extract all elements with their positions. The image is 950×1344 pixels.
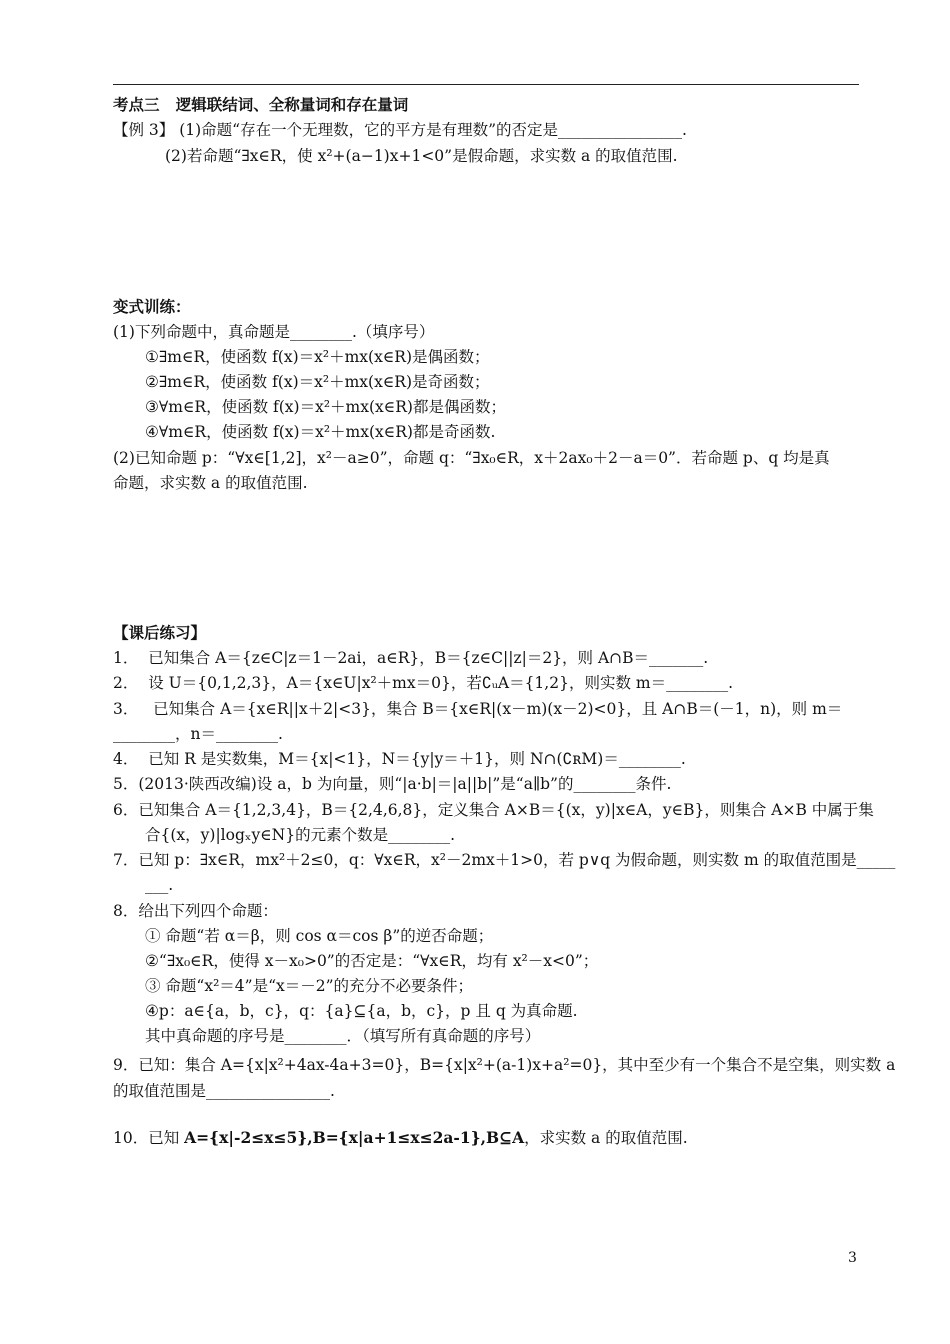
problem-10	[113, 1128, 859, 1148]
page-number: 3	[848, 1250, 857, 1266]
section-title: 考点三 逻辑联结词、全称量词和存在量词	[113, 95, 409, 114]
problem-7-line2: ___.	[145, 876, 174, 894]
problem-6-line1: 6．已知集合 A＝{1,2,3,4}，B＝{2,4,6,8}，定义集合 A×B＝{(x，y)|x∈A，y∈B}，则集合 A×B 中属于集	[113, 801, 874, 819]
problem-8-item-3: ③ 命题“x²＝4”是“x＝－2”的充分不必要条件；	[145, 977, 474, 995]
problem-10-sets: A={x|-2≤x≤5},B={x|a+1≤x≤2a-1},B⊆A	[184, 1128, 525, 1147]
problem-8-item-2: ②“∃x₀∈R，使得 x－x₀>0”的否定是：“∀x∈R，均有 x²－x<0”；	[145, 952, 599, 970]
problem-1: 1． 已知集合 A＝{z∈C|z＝1－2ai，a∈R}，B＝{z∈C||z|＝2}，则 A∩B＝_______.	[113, 649, 709, 667]
header-rule	[113, 84, 859, 85]
problem-6-line2: 合{(x，y)|logₓy∈N}的元素个数是________.	[145, 826, 456, 844]
variant-q2-line2: 命题，求实数 a 的取值范围.	[113, 474, 308, 492]
problem-3-line2: ________，n＝________.	[113, 725, 283, 743]
variant-q1-option-3: ③∀m∈R，使函数 f(x)＝x²＋mx(x∈R)都是偶函数；	[145, 398, 506, 416]
problem-8-item-4: ④p：a∈{a，b，c}，q：{a}⊆{a，b，c}，p 且 q 为真命题.	[145, 1002, 578, 1020]
problem-3-line1: 3． 已知集合 A＝{x∈R||x＋2|<3}，集合 B＝{x∈R|(x－m)(x－2)<0}，且 A∩B＝(－1，n)，则 m＝	[113, 700, 843, 718]
variant-q2-line1: (2)已知命题 p：“∀x∈[1,2]，x²－a≥0”，命题 q：“∃x₀∈R，x＋2ax₀＋2－a＝0”．若命题 p、q 均是真	[113, 449, 830, 467]
problem-5: 5．(2013·陕西改编)设 a，b 为向量，则“|a·b|＝|a||b|”是“a∥b”的________条件.	[113, 775, 672, 793]
variant-q1-option-2: ②∃m∈R，使函数 f(x)＝x²＋mx(x∈R)是奇函数；	[145, 373, 490, 391]
problem-2: 2． 设 U＝{0,1,2,3}，A＝{x∈U|x²＋mx＝0}，若∁ᵤA＝{1,2}，则实数 m＝________.	[113, 674, 733, 692]
problem-10-suffix: ，求实数 a 的取值范围.	[524, 1129, 688, 1147]
variant-q1: (1)下列命题中，真命题是________.（填序号）	[113, 323, 435, 341]
variant-q1-option-4: ④∀m∈R，使函数 f(x)＝x²＋mx(x∈R)都是奇函数.	[145, 423, 496, 441]
variant-heading: 变式训练：	[113, 297, 191, 316]
homework-heading: 【课后练习】	[113, 623, 207, 642]
problem-10-prefix: 10．已知	[113, 1129, 185, 1147]
problem-4: 4． 已知 R 是实数集，M＝{x|<1}，N＝{y|y＝＋1}，则 N∩(∁ʀM)＝________.	[113, 750, 686, 768]
problem-8-item-1: ① 命题“若 α＝β，则 cos α＝cos β”的逆否命题；	[145, 927, 494, 945]
problem-7-line1: 7．已知 p：∃x∈R，mx²＋2≤0，q：∀x∈R，x²－2mx＋1>0，若 p∨q 为假命题，则实数 m 的取值范围是_____	[113, 851, 896, 869]
problem-9-line2: 的取值范围是________________.	[113, 1082, 335, 1100]
problem-9-line1: 9．已知：集合 A={x|x²+4ax-4a+3=0}，B={x|x²+(a-1)x+a²=0}，其中至少有一个集合不是空集，则实数 a	[113, 1056, 896, 1074]
variant-q1-option-1: ①∃m∈R，使函数 f(x)＝x²＋mx(x∈R)是偶函数；	[145, 348, 490, 366]
problem-8-answer: 其中真命题的序号是________．（填写所有真命题的序号）	[145, 1027, 541, 1045]
example3-line2: (2)若命题“∃x∈R，使 x²+(a−1)x+1<0”是假命题，求实数 a 的取值范围.	[165, 147, 678, 165]
example3-line1: 【例 3】 (1)命题“存在一个无理数，它的平方是有理数”的否定是________________.	[113, 121, 687, 139]
problem-8-heading: 8．给出下列四个命题：	[113, 902, 278, 920]
